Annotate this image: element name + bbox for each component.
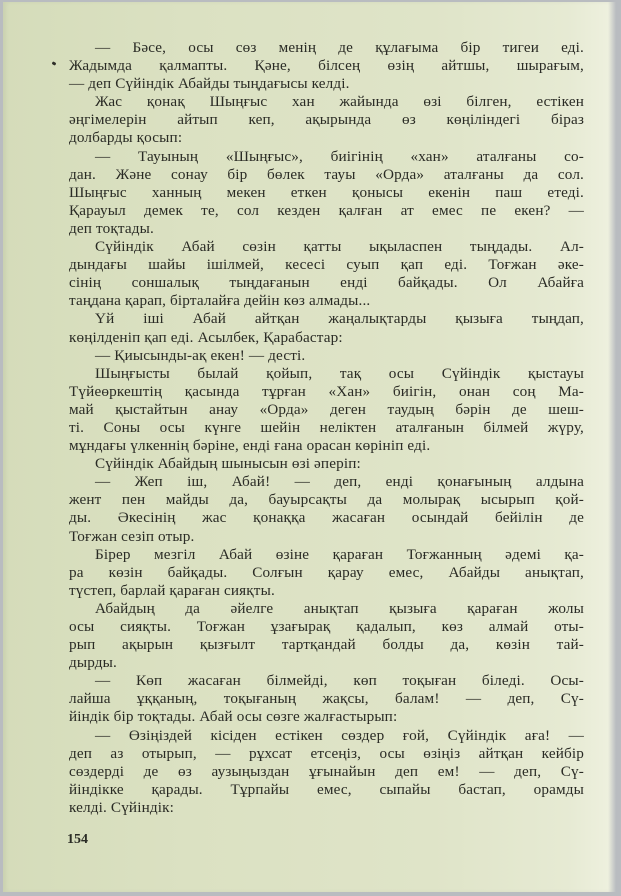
text-line: — деп Сүйіндік Абайды тыңдағысы келді. [69,75,350,93]
text-line: Түйеөркештің қасында тұрған «Хан» биігін, онан соң Ма- [69,382,584,400]
text-line: май қыстайтын анау «Орда» деген таудың бәрін де шеш- [69,400,584,418]
text-line: дындағы шайы ішілмей, кесесі суып қап еді. Тоғжан әке- [69,256,584,274]
text-line: Жас қонақ Шыңғыс хан жайында өзі білген, естікен [95,93,584,111]
text-line: йіндік бір тоқтады. Абай осы сөзге жалғастырып: [69,708,398,726]
text-line: мұндағы үлкеннің бәріне, енді ғана орасан көрініп еді. [69,437,431,455]
text-line: Үй іші Абай айтқан жаңалықтарды қызыға тыңдап, [95,310,584,328]
text-line: йіндікке қарады. Тұрпайы емес, сыпайы бастап, орамды [69,780,584,798]
text-line: деп тоқтады. [69,219,154,237]
text-line: таңдана қарап, бірталайға дейін көз алмады... [69,292,371,310]
text-line: — Қиысынды-ақ екен! — десті. [95,346,306,364]
text-line: дырды. [69,654,117,672]
text-line: Тоғжан сезіп отыр. [69,527,195,545]
text-line: әңгімелерін айтып кеп, ақырында өз көңіліндегі біраз [69,111,584,129]
text-line: деп аз отырып, — рұхсат етсеңіз, осы өзіңіз айтқан кейбір [69,744,584,762]
text-line: Сүйіндік Абай сөзін қатты ықыласпен тыңдады. Ал- [95,238,584,256]
text-line: ды. Әкесінің жас қонаққа жасаған осындай бейілін де [69,509,584,527]
body-text [69,39,584,817]
text-line: Қарауыл демек те, сол кезден қалған ат емес пе екен? — [69,201,584,219]
text-line: көңілденіп қап еді. Асылбек, Қарабастар: [69,328,343,346]
text-line: осы сияқты. Тоғжан ұзағырақ қадалып, көз алмай оты- [69,618,584,635]
text-line: Шыңғыс ханның мекен еткен қонысы екенін паш етеді. [69,183,584,201]
text-line: Бірер мезгіл Абай өзіне қараған Тоғжанның әдемі қа- [95,545,584,563]
text-line: сөздерді де өз аузыңыздан ұғынайын деп ем! — деп, Сү- [69,762,584,780]
text-line: — Тауының «Шыңғыс», биігінің «хан» аталғаны со- [95,147,584,165]
ink-speck [52,61,57,66]
text-line: — Бәсе, осы сөз менің де құлағыма бір тигеи еді. [95,39,584,56]
text-line: ті. Соны осы күнге шейін неліктен аталғанын білмей жүру, [69,418,584,436]
text-line: дан. Және сонау бір бөлек тауы «Орда» аталғаны да сол. [69,165,584,183]
text-line: ра көзін байқады. Солғын қарау емес, Абайды анықтап, [69,563,584,581]
page-number: 154 [67,832,88,847]
text-line: келді. Сүйіндік: [69,798,175,816]
text-line: Шыңғысты былай қойып, тақ осы Сүйіндік қыстауы [95,364,584,382]
text-line: — Өзіңіздей кісіден естікен сөздер ғой, Сүйіндік аға! — [95,726,584,744]
book-page [3,2,616,892]
text-line: жент пен майды да, бауырсақты да молырақ ысырып қой- [69,491,584,509]
text-line: лайша ұққаның, тоқығаның жақсы, балам! — деп, Сү- [69,690,584,708]
text-line: долбарды қосып: [69,129,183,147]
text-line: түстеп, барлай қараған сияқты. [69,581,275,599]
text-line: — Көп жасаған білмейді, көп тоқыған біледі. Осы- [95,672,584,690]
text-line: рып ақырын қызғылт тартқандай болды да, көзін тай- [69,636,584,654]
text-line: Сүйіндік Абайдың шынысын өзі әперіп: [95,455,361,473]
text-line: Абайдың да әйелге анықтап қызыға қараған жолы [95,599,584,617]
text-line: — Жеп іш, Абай! — деп, енді қонағының алдына [95,473,584,491]
text-line: сінің соншалық тыңдағанын енді байқады. Ол Абайға [69,274,584,292]
text-line: Жадымда қалмапты. Қәне, білсең өзің айтшы, шырағым, [69,57,584,75]
